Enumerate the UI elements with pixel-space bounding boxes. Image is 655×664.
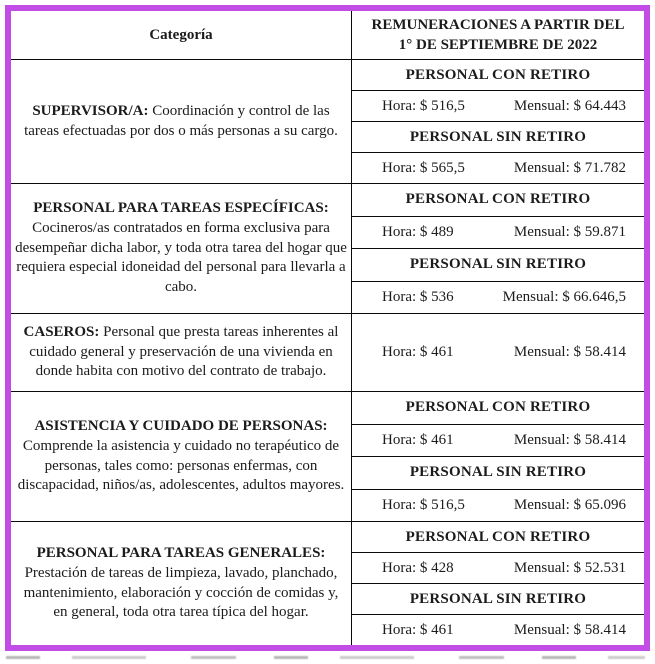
category-name: PERSONAL PARA TAREAS ESPECÍFICAS: (33, 199, 329, 216)
rates-cell (352, 60, 644, 183)
category-description: Cocineros/as contratados en forma exclusiva para desempeñar dicha labor, y toda otra tarea del hogar que requiera especial idoneidad del personal para llevarla a cabo. (15, 219, 347, 296)
table-row-supervisor (11, 59, 644, 183)
hourly-rate: Hora: $ 428 (382, 559, 454, 576)
rate-section-label: PERSONAL CON RETIRO (405, 191, 591, 208)
hourly-rate: Hora: $ 516,5 (382, 97, 465, 114)
hourly-rate: Hora: $ 461 (382, 431, 454, 448)
table-row-tareas-especificas (11, 183, 644, 313)
monthly-rate: Mensual: $ 64.443 (513, 97, 626, 114)
rates-cell (352, 314, 644, 391)
category-cell (11, 314, 352, 391)
hourly-rate: Hora: $ 536 (382, 288, 454, 305)
category-cell (11, 392, 352, 521)
rate-values-row (352, 216, 644, 249)
scan-artifact-line (6, 656, 645, 659)
table-header-row (11, 11, 644, 59)
rate-section-label: PERSONAL SIN RETIRO (352, 456, 644, 489)
remunerations-column-header: REMUNERACIONES A PARTIR DEL 1° DE SEPTIEMBRE DE 2022 (371, 16, 625, 53)
monthly-rate: Mensual: $ 52.531 (513, 559, 626, 576)
hourly-rate: Hora: $ 461 (382, 621, 454, 638)
table-row-asistencia-cuidado (11, 391, 644, 521)
category-description: Personal que presta tareas inherentes al cuidado general y preservación de una vivienda en donde habita con motivo del contrato de trabajo. (29, 323, 339, 380)
rate-values-row (352, 552, 644, 583)
rate-values-row (352, 424, 644, 457)
table-row-tareas-generales (11, 521, 644, 645)
rate-section-label: PERSONAL SIN RETIRO (352, 121, 644, 152)
rate-values-row (352, 489, 644, 522)
rate-section-label: PERSONAL CON RETIRO (405, 399, 591, 416)
rate-values-row (352, 614, 644, 645)
rate-values-row (352, 281, 644, 314)
category-name: ASISTENCIA Y CUIDADO DE PERSONAS: (34, 417, 328, 434)
monthly-rate: Mensual: $ 66.646,5 (502, 288, 626, 305)
category-description: Prestación de tareas de limpieza, lavado, planchado, mantenimiento, elaboración y cocción de comidas y, en general, toda otra tarea típica del hogar. (23, 564, 339, 621)
rate-values-row (352, 314, 644, 391)
rate-section-label: PERSONAL SIN RETIRO (352, 248, 644, 281)
category-cell (11, 184, 352, 313)
category-cell (11, 60, 352, 183)
rates-cell (352, 522, 644, 645)
rate-section-label: PERSONAL CON RETIRO (405, 66, 591, 83)
category-cell (11, 522, 352, 645)
monthly-rate: Mensual: $ 58.414 (513, 344, 626, 360)
hourly-rate: Hora: $ 489 (382, 223, 454, 240)
rates-cell (352, 392, 644, 521)
monthly-rate: Mensual: $ 65.096 (513, 496, 626, 513)
category-name: SUPERVISOR/A: (32, 102, 149, 119)
monthly-rate: Mensual: $ 71.782 (513, 159, 626, 176)
rate-section-label: PERSONAL CON RETIRO (405, 528, 591, 545)
monthly-rate: Mensual: $ 59.871 (513, 223, 626, 240)
table-row-caseros (11, 313, 644, 391)
hourly-rate: Hora: $ 565,5 (382, 159, 465, 176)
rate-values-row (352, 90, 644, 121)
hourly-rate: Hora: $ 516,5 (382, 496, 465, 513)
category-name: PERSONAL PARA TAREAS GENERALES: (36, 544, 326, 561)
category-name: CASEROS: (23, 323, 100, 340)
rate-values-row (352, 152, 644, 183)
category-column-header: Categoría (11, 11, 352, 59)
monthly-rate: Mensual: $ 58.414 (513, 431, 626, 448)
hourly-rate: Hora: $ 461 (382, 344, 454, 360)
monthly-rate: Mensual: $ 58.414 (513, 621, 626, 638)
category-description: Comprende la asistencia y cuidado no terapéutico de personas, tales como: personas enfermas, con discapacidad, niños/as, adolescentes, adultos mayores. (17, 437, 345, 494)
salary-table (5, 5, 650, 651)
rate-section-label: PERSONAL SIN RETIRO (352, 583, 644, 614)
category-description: Coordinación y control de las tareas efectuadas por dos o más personas a su cargo. (24, 102, 338, 139)
rates-cell (352, 184, 644, 313)
